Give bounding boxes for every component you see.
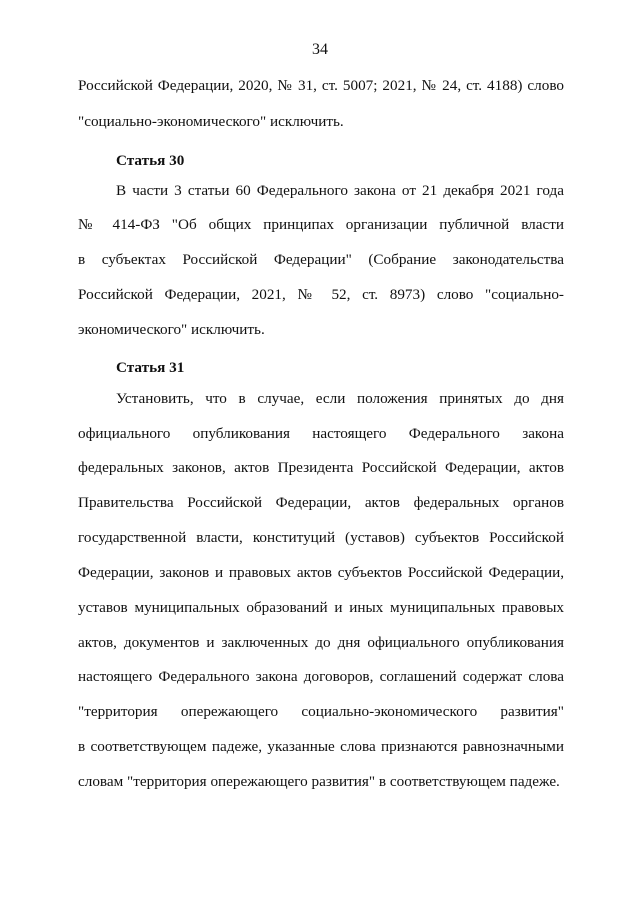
- paragraph-line: Установить, что в случае, если положения принятых до дня: [116, 390, 564, 407]
- page-number: 34: [312, 41, 328, 58]
- paragraph-line: словам "территория опережающего развития" в соответствующем падеже.: [78, 773, 560, 790]
- paragraph-line: "территория опережающего социально-экономического развития": [78, 703, 564, 720]
- paragraph-line: официального опубликования настоящего Федерального закона: [78, 425, 564, 442]
- paragraph-line: "социально-экономического" исключить.: [78, 113, 344, 130]
- paragraph-line: в субъектах Российской Федерации" (Собрание законодательства: [78, 251, 564, 268]
- paragraph-line: Правительства Российской Федерации, актов федеральных органов: [78, 494, 564, 511]
- paragraph-line: уставов муниципальных образований и иных муниципальных правовых: [78, 599, 564, 616]
- paragraph-line: федеральных законов, актов Президента Российской Федерации, актов: [78, 459, 564, 476]
- paragraph-line: В части 3 статьи 60 Федерального закона от 21 декабря 2021 года: [116, 182, 564, 199]
- paragraph-line: в соответствующем падеже, указанные слова признаются равнозначными: [78, 738, 564, 755]
- paragraph-line: государственной власти, конституций (уставов) субъектов Российской: [78, 529, 564, 546]
- paragraph-line: экономического" исключить.: [78, 321, 265, 338]
- paragraph-line: № 414-ФЗ "Об общих принципах организации публичной власти: [78, 216, 564, 233]
- paragraph-line: Российской Федерации, 2020, № 31, ст. 5007; 2021, № 24, ст. 4188) слово: [78, 77, 564, 94]
- article-31-heading: Статья 31: [116, 359, 185, 376]
- paragraph-line: Федерации, законов и правовых актов субъектов Российской Федерации,: [78, 564, 564, 581]
- paragraph-line: настоящего Федерального закона договоров, соглашений содержат слова: [78, 668, 564, 685]
- paragraph-line: Российской Федерации, 2021, № 52, ст. 8973) слово "социально-: [78, 286, 564, 303]
- article-30-heading: Статья 30: [116, 152, 185, 169]
- paragraph-line: актов, документов и заключенных до дня официального опубликования: [78, 634, 564, 651]
